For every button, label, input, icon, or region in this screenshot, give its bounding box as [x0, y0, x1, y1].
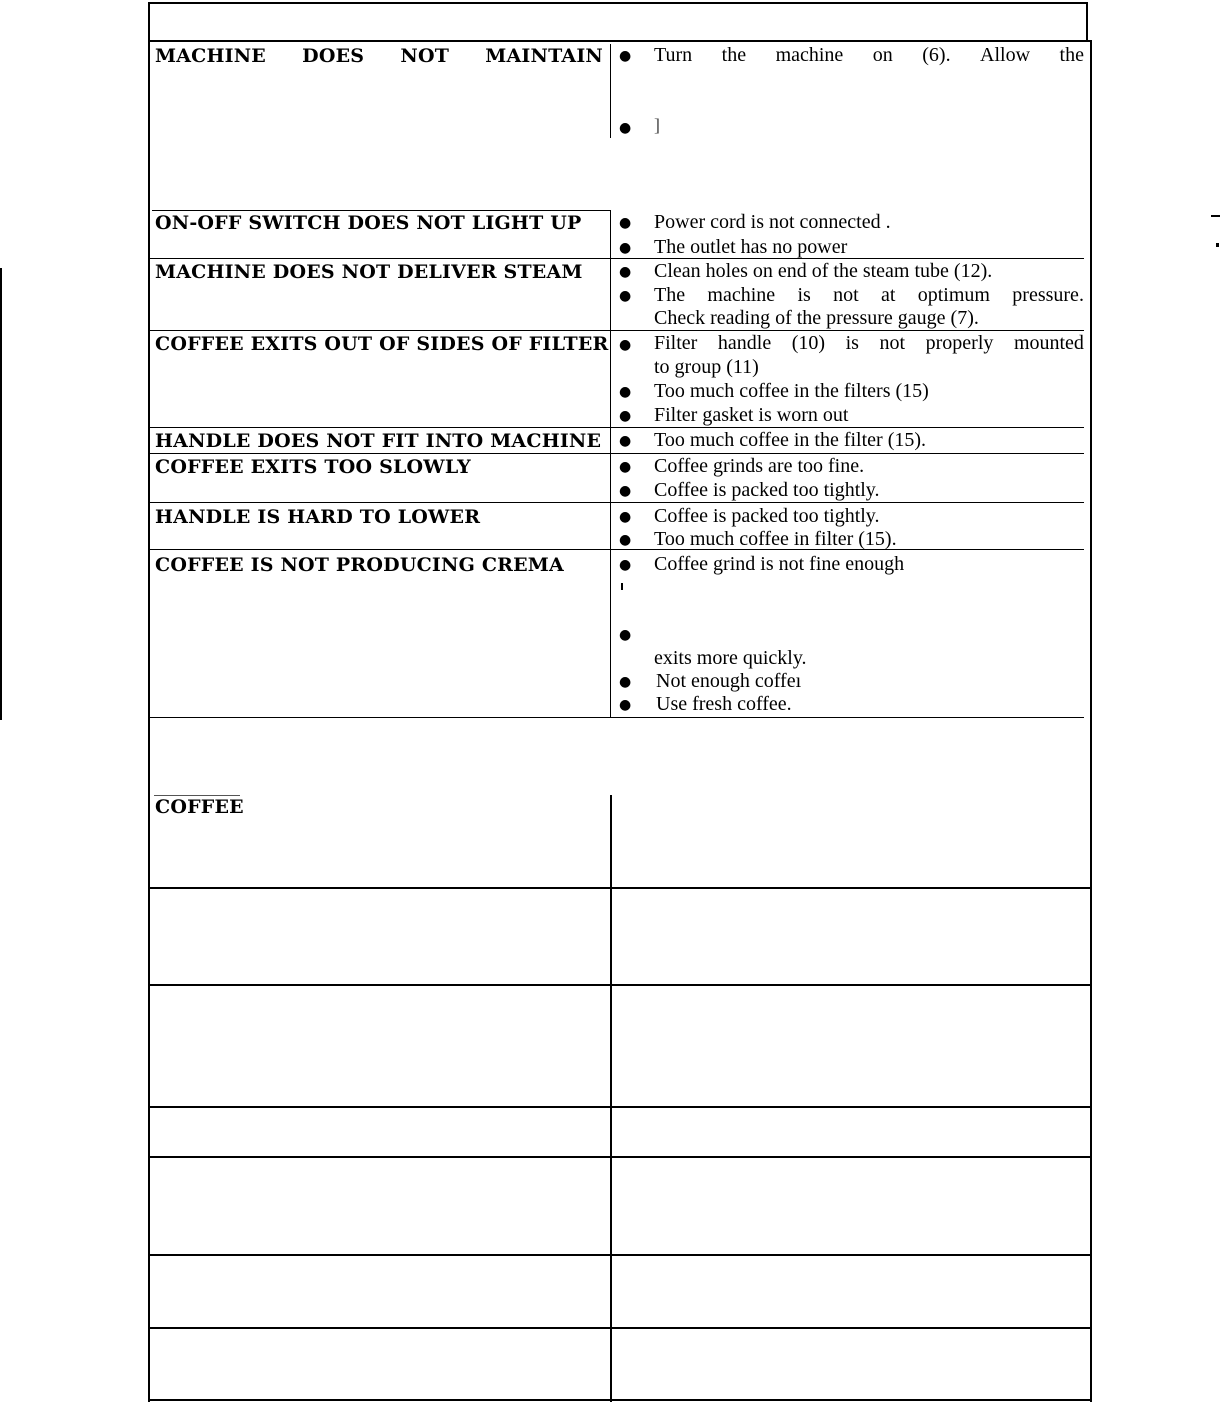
row-separator [150, 1327, 1090, 1329]
table-bottom-border [148, 1399, 1092, 1401]
divider [148, 40, 1092, 42]
bullet: ● [619, 483, 632, 499]
bullet: ● [619, 557, 632, 573]
solution-line: Too much coffee in the filters (15) [654, 380, 929, 402]
problem-coffee-exits-slowly: COFFEE EXITS TOO SLOWLY [155, 456, 471, 478]
problem-no-crema: COFFEE IS NOT PRODUCING CREMA [155, 554, 564, 576]
top-header-box [148, 2, 1088, 40]
table-right-border [1090, 40, 1092, 1402]
solution-line [654, 332, 1084, 355]
scan-artifact-mark [621, 583, 623, 590]
bullet: ● [619, 337, 632, 353]
problem-coffee: COFFEE [155, 796, 244, 818]
bullet: ● [619, 459, 632, 475]
solution-word: on [872, 44, 893, 66]
solution-line: Coffee grinds are too fine. [654, 455, 865, 477]
solution-word: pressure. [1012, 284, 1084, 306]
row-separator [150, 717, 1084, 718]
solution-word: Allow [980, 44, 1031, 66]
bullet: ● [619, 120, 632, 136]
bullet: ● [619, 384, 632, 400]
bullet: ● [619, 433, 632, 449]
scan-artifact-mark [1216, 243, 1219, 247]
row-separator [150, 984, 1090, 986]
problem-handle-hard-to-lower: HANDLE IS HARD TO LOWER [155, 506, 481, 528]
solution-line: Power cord is not connected . [654, 211, 891, 233]
solution-line: Coffee is packed too tightly. [654, 505, 880, 527]
row-separator [150, 258, 1084, 259]
row-separator [152, 210, 610, 211]
problem-word: MACHINE [155, 45, 266, 67]
solution-word: is [845, 332, 859, 354]
solution-word: (6). [922, 44, 951, 66]
solution-fragment: ] [654, 115, 660, 135]
table-left-border [148, 40, 150, 1402]
solution-line: The outlet has no power [654, 236, 848, 258]
row-separator [150, 549, 1084, 550]
problem-on-off-switch: ON-OFF SWITCH DOES NOT LIGHT UP [155, 212, 582, 234]
solution-word: at [881, 284, 896, 306]
row-separator [150, 330, 1084, 331]
problem-word: NOT [400, 45, 450, 67]
solution-word: properly [925, 332, 994, 354]
solution-word: machine [707, 284, 776, 306]
problem-coffee-exits-sides: COFFEE EXITS OUT OF SIDES OF FILTER [155, 333, 609, 355]
solution-word: not [833, 284, 859, 306]
solution-word: not [879, 332, 906, 354]
bullet: ● [619, 627, 632, 643]
scan-artifact-mark [1211, 215, 1220, 217]
solution-line: Filter gasket is worn out [654, 404, 849, 426]
problem-no-steam: MACHINE DOES NOT DELIVER STEAM [155, 261, 583, 283]
solution-word: handle [717, 332, 772, 354]
solution-word: is [797, 284, 811, 306]
problem-word: MAINTAIN [485, 45, 603, 67]
solution-line: Coffee is packed too tightly. [654, 479, 880, 501]
bullet: ● [619, 240, 632, 256]
solution-line [654, 284, 1084, 307]
solution-continuation: Check reading of the pressure gauge (7). [654, 307, 979, 329]
row-separator [150, 1254, 1090, 1256]
column-divider [610, 44, 611, 138]
solution-line: Too much coffee in the filter (15). [654, 429, 927, 451]
solution-line: Use fresh coffee. [656, 693, 792, 715]
solution-line: Coffee grind is not fine enough [654, 553, 905, 575]
problem-machine-does-not-maintain [155, 45, 603, 67]
scan-artifact-edge [0, 268, 2, 720]
solution-word: mounted [1013, 332, 1084, 354]
solution-line [654, 44, 1084, 67]
solution-word: Filter [654, 332, 698, 354]
bullet: ● [619, 509, 632, 525]
solution-word: the [1059, 44, 1084, 66]
bullet: ● [619, 697, 632, 713]
bullet: ● [619, 215, 632, 231]
solution-word: Turn [654, 44, 693, 66]
solution-word: machine [775, 44, 844, 66]
solution-word: the [721, 44, 747, 66]
problem-handle-does-not-fit: HANDLE DOES NOT FIT INTO MACHINE [155, 430, 602, 452]
problem-word: DOES [302, 45, 365, 67]
solution-line: exits more quickly. [654, 647, 807, 669]
solution-word: optimum [917, 284, 990, 306]
bullet: ● [619, 408, 632, 424]
row-separator [150, 1156, 1090, 1158]
solution-line: Not enough coffeı [656, 670, 802, 692]
bullet: ● [619, 674, 632, 690]
row-separator [150, 453, 1084, 454]
solution-word: (10) [791, 332, 826, 354]
row-separator [150, 502, 1084, 503]
column-divider [610, 210, 611, 718]
solution-line: Clean holes on end of the steam tube (12). [654, 260, 993, 282]
row-separator [150, 427, 1084, 428]
bullet: ● [619, 48, 632, 64]
bullet: ● [619, 264, 632, 280]
bullet: ● [619, 532, 632, 548]
bullet: ● [619, 288, 632, 304]
row-separator [150, 887, 1090, 889]
solution-line: Too much coffee in filter (15). [654, 528, 897, 550]
solution-word: The [654, 284, 686, 306]
row-separator [150, 1106, 1090, 1108]
solution-continuation: to group (11) [654, 356, 759, 378]
